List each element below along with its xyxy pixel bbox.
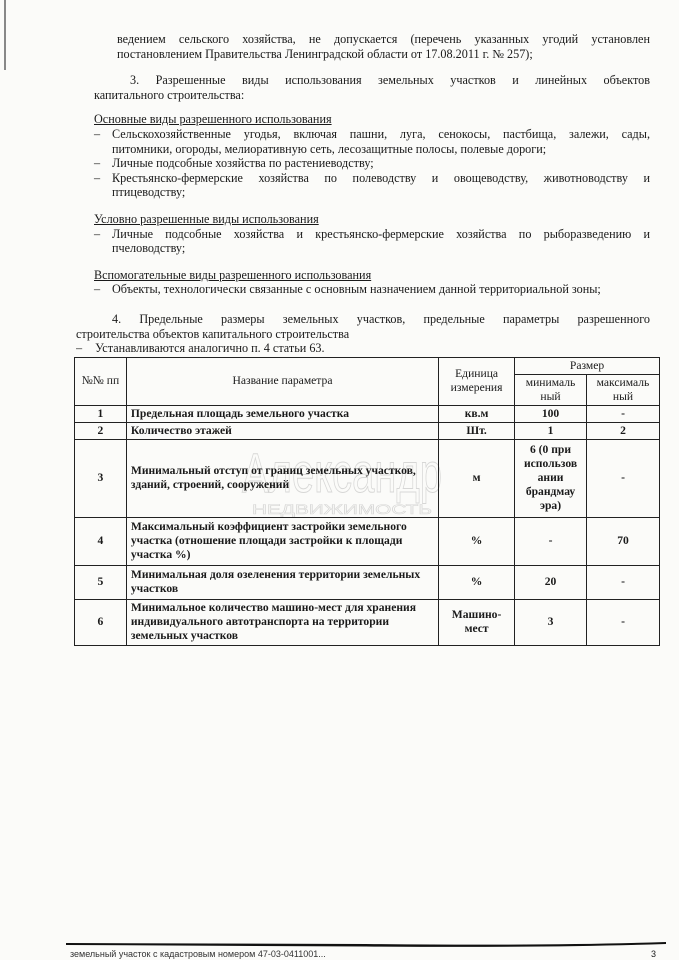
- intro-line-1: ведением сельского хозяйства, не допускается (перечень указанных угодий установлен: [117, 32, 650, 46]
- header-num: №№ пп: [75, 357, 127, 405]
- header-name: Название параметра: [126, 357, 438, 405]
- section-4-heading-cont: строительства объектов капитального строительства: [76, 326, 350, 341]
- header-max: максималь ный: [587, 374, 660, 405]
- main-uses-title: Основные виды разрешенного использования: [94, 112, 332, 127]
- header-size: Размер: [515, 357, 660, 374]
- table-row: 3 Минимальный отступ от границ земельных участков, зданий, строений, сооружений м 6 (0 при использов ании брандмау эра) -: [75, 439, 660, 517]
- main-use-item: – Личные подсобные хозяйства по растениеводству;: [94, 156, 374, 171]
- section-3-heading-cont: капитального строительства:: [94, 87, 245, 102]
- page-number: 3: [651, 949, 657, 959]
- section-4-heading: 4. Предельные размеры земельных участков, предельные параметры разрешенного: [112, 311, 650, 326]
- intro-line-2: постановлением Правительства Ленинградской области от 17.08.2011 г. № 257);: [117, 46, 533, 61]
- conditional-uses-title: Условно разрешенные виды использования: [94, 211, 319, 226]
- watermark-sub: НЕДВИЖИМОСТЬ: [252, 501, 432, 517]
- header-min: минималь ный: [515, 374, 587, 405]
- main-use-item: – Крестьянско-фермерские хозяйства по полеводству и овощеводству, животноводству и птицеводству;: [94, 170, 650, 200]
- parameters-table: [74, 357, 660, 646]
- auxiliary-use-item: – Объекты, технологически связанные с основным назначением данной территориальной зоны;: [94, 282, 601, 297]
- table-row: 5 Минимальная доля озеленения территории земельных участков % 20 -: [75, 565, 660, 599]
- footer-rule: [66, 942, 666, 948]
- main-use-item: – Сельскохозяйственные угодья, включая пашни, луга, сенокосы, пастбища, залежи, сады, питомники, огороды, мелиоративную сеть, лесозащитные полосы, полевые дороги;: [94, 126, 650, 156]
- table-row: 4 Максимальный коэффициент застройки земельного участка (отношение площади застройки к площади участка %) % - 70: [75, 517, 660, 565]
- document-body: [76, 32, 650, 646]
- watermark-main: Александр: [242, 441, 442, 504]
- section-4-note: – Устанавливаются аналогично п. 4 статьи 63.: [76, 341, 325, 356]
- table-row: 1 Предельная площадь земельного участка кв.м 100 -: [75, 405, 660, 422]
- table-row: 6 Минимальное количество машино-мест для хранения индивидуального автотранспорта на территории земельных участков Машино-мест 3 -: [75, 599, 660, 645]
- table-row: 2 Количество этажей Шт. 1 2: [75, 422, 660, 439]
- auxiliary-uses-title: Вспомогательные виды разрешенного использования: [94, 267, 372, 282]
- footer-text: земельный участок с кадастровым номером 47-03-0411001...: [70, 949, 326, 959]
- table-header-row: [75, 357, 660, 374]
- section-3-heading: 3. Разрешенные виды использования земельных участков и линейных объектов: [130, 73, 650, 88]
- header-unit: Единица измерения: [439, 357, 515, 405]
- page-edge: [4, 0, 6, 70]
- conditional-use-item: – Личные подсобные хозяйства и крестьянско-фермерские хозяйства по рыборазведению и пчеловодству;: [94, 226, 650, 256]
